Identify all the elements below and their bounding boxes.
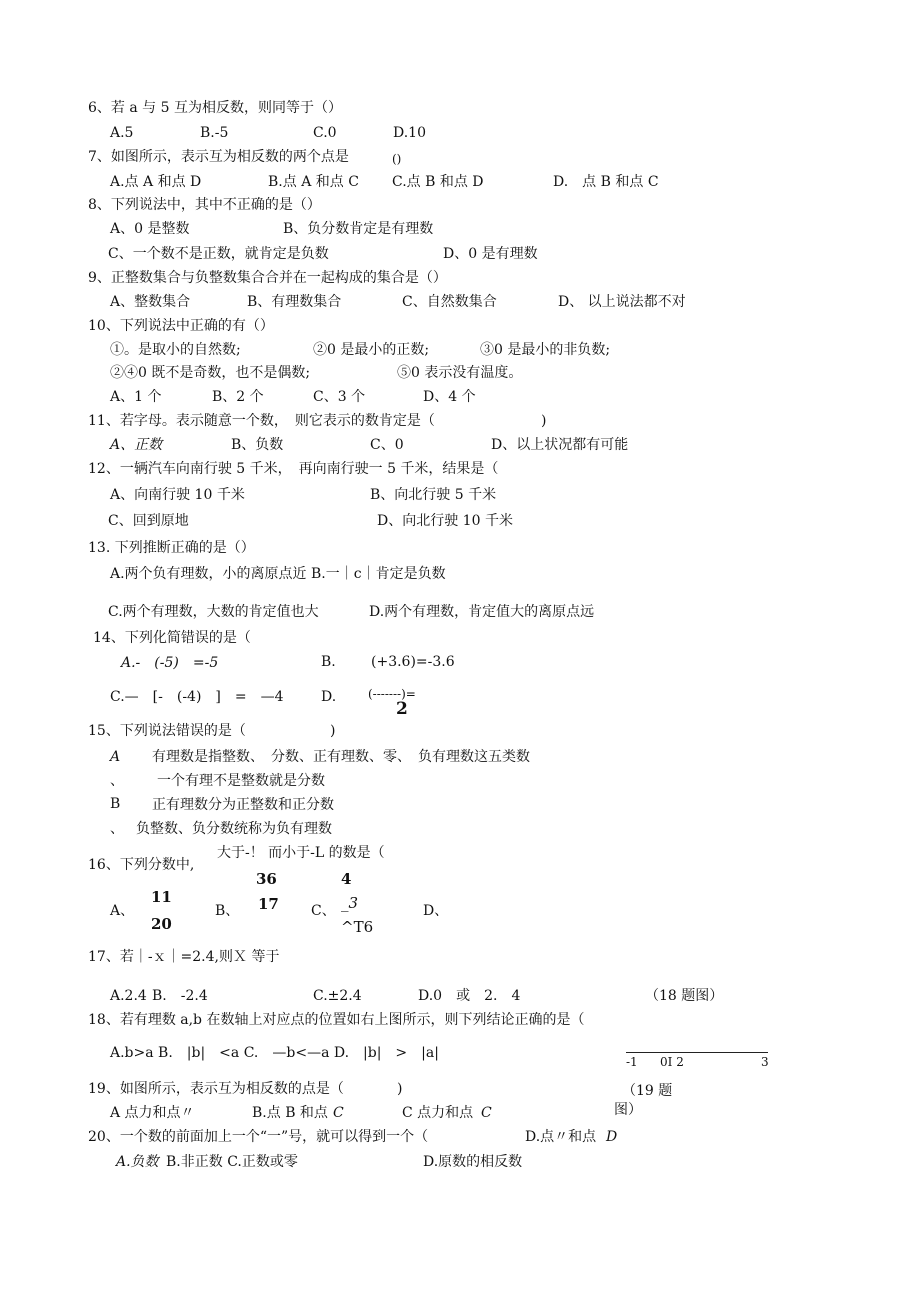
q17-option-a: A.2.4 (110, 988, 147, 1004)
q19-option-b: B.点 B 和点 (252, 1105, 328, 1121)
q10-stem: 10、下列说法中正确的有（） (88, 318, 274, 334)
q11-option-b: B、负数 (231, 437, 284, 453)
q9-stem: 9、正整数集合与负整数集合合并在一起构成的集合是（） (88, 270, 447, 286)
q11-option-a: A、正数 (110, 437, 163, 453)
q15-marker-2: 、 (110, 773, 124, 789)
q19-close-paren: ) (397, 1081, 403, 1097)
q19-figure-caption-line2: 图） (614, 1102, 642, 1118)
q15-marker-3: B (110, 796, 121, 812)
q16-option-d: D、 (423, 903, 449, 919)
q15-statement-4: 负整数、负分数统称为负有理数 (136, 821, 332, 837)
q19-option-c: C 点力和点 (402, 1105, 474, 1121)
q13-option-d: D.两个有理数，肯定值大的离原点远 (369, 604, 595, 620)
q14-option-b-expr: (+3.6)=-3.6 (371, 654, 455, 670)
q10-option-c: C、3 个 (313, 389, 366, 405)
q11-stem: 11、若字母。表示随意一个数， 则它表示的数肯定是（ (88, 413, 435, 429)
q20-stem: 20、一个数的前面加上一个“一”号，就可以得到一个（ (88, 1129, 429, 1145)
q7-option-c: C.点 B 和点 D (392, 174, 484, 190)
q19-option-d: D.点〃和点 (525, 1129, 597, 1145)
q10-statement-2: ②0 是最小的正数; (313, 342, 430, 358)
q10-statement-3: ③0 是最小的非负数; (480, 342, 611, 358)
q15-close-paren: ) (330, 723, 336, 739)
q19-option-a: A 点力和点〃 (110, 1105, 195, 1121)
q11-close-paren: ) (541, 413, 547, 429)
q15-statement-3: 正有理数分为正整数和正分数 (152, 797, 334, 813)
q17-option-d: D.0 或 2. 4 (418, 988, 521, 1004)
q10-statement-1: ①。是取小的自然数; (110, 342, 241, 358)
q14-option-c: C.— [- (-4) ] = —4 (110, 689, 284, 705)
q14-option-b: B. (321, 654, 336, 670)
q16-number-36: 36 (256, 870, 277, 888)
q14-option-d-expr: (-------)= (368, 687, 416, 701)
q12-option-b: B、向北行驶 5 千米 (370, 487, 497, 503)
q16-condition: 大于-！ 而小于-L 的数是（ (217, 845, 385, 861)
q10-option-a: A、1 个 (110, 389, 162, 405)
q12-option-c: C、回到原地 (108, 513, 189, 529)
q16-option-c-denominator: ^T6 (341, 918, 374, 936)
q19-option-b-letter: C (333, 1105, 344, 1121)
q16-stem: 16、下列分数中, (88, 857, 195, 873)
q13-option-ab: A.两个负有理数，小的离原点近 B.一｜c｜肯定是负数 (110, 566, 446, 582)
q17-option-c: C.±2.4 (313, 988, 362, 1004)
number-line-label-3: 3 (761, 1055, 769, 1069)
q13-stem-clip (88, 540, 288, 556)
q10-option-b: B、2 个 (212, 389, 264, 405)
q12-option-d: D、向北行驶 10 千米 (377, 513, 513, 529)
q16-option-a: A、 (110, 903, 135, 919)
q16-option-b: B、 (215, 903, 240, 919)
q19-stem: 19、如图所示，表示互为相反数的点是（ (88, 1081, 344, 1097)
q9-option-a: A、整数集合 (110, 294, 191, 310)
q16-number-20: 20 (151, 915, 172, 933)
q9-option-b: B、有理数集合 (247, 294, 342, 310)
q15-stem: 15、下列说法错误的是（ (88, 723, 246, 739)
number-line-label-neg1: -1 (626, 1055, 638, 1069)
q19-figure-caption-line1: （19 题 (622, 1083, 673, 1099)
q16-number-11: 11 (151, 888, 172, 906)
q8-option-d: D、0 是有理数 (443, 246, 538, 262)
q8-option-c: C、一个数不是正数，就肯定是负数 (108, 246, 329, 262)
q19-option-d-letter: D (606, 1129, 618, 1145)
q7-paren: () (392, 152, 402, 166)
q20-option-d: D.原数的相反数 (423, 1154, 523, 1170)
q14-stem: 14、下列化简错误的是（ (93, 630, 251, 646)
q9-option-d: D、 以上说法都不对 (558, 294, 686, 310)
q20-option-a: A.负数 (116, 1154, 159, 1170)
q7-option-d: D. 点 B 和点 C (553, 174, 659, 190)
q14-option-d: D. (321, 689, 337, 705)
q19-option-c-letter: C (481, 1105, 492, 1121)
q8-option-b: B、负分数肯定是有理数 (283, 221, 434, 237)
q18-options: A.b>a B. |b| <a C. —b<—a D. |b| > |a| (110, 1045, 439, 1061)
q12-stem: 12、一辆汽车向南行驶 5 千米， 再向南行驶一 5 千米，结果是（ (88, 461, 499, 477)
q6-option-b: B.-5 (200, 125, 229, 141)
q18-figure-caption: （18 题图） (645, 988, 724, 1004)
q7-stem: 7、如图所示，表示互为相反数的两个点是 (88, 149, 349, 165)
q10-option-d: D、4 个 (423, 389, 476, 405)
q17-stem: 17、若｜-ｘ｜=2.4,则Ｘ 等于 (88, 949, 280, 965)
q16-number-4: 4 (341, 870, 352, 888)
q16-option-c: C、 (311, 903, 336, 919)
q7-option-a: A.点 A 和点 D (110, 174, 202, 190)
q9-option-c: C、自然数集合 (402, 294, 497, 310)
q13-stem: 13. 下列推断正确的是（） (88, 540, 255, 556)
q10-statement-5: ⑤0 表示没有温度。 (397, 365, 523, 381)
q8-stem: 8、下列说法中，其中不正确的是（） (88, 197, 321, 213)
q14-option-a: A.- (-5) =-5 (121, 655, 219, 671)
q11-option-d: D、以上状况都有可能 (491, 437, 629, 453)
q15-statement-2: 一个有理不是整数就是分数 (157, 773, 325, 789)
q7-option-b: B.点 A 和点 C (268, 174, 359, 190)
q18-stem: 18、若有理数 a,b 在数轴上对应点的位置如右上图所示，则下列结论正确的是（ (88, 1012, 585, 1028)
q20-option-bc: B.非正数 C.正数或零 (166, 1154, 298, 1170)
q15-statement-1: 有理数是指整数、 分数、正有理数、零、 负有理数这五类数 (152, 749, 530, 765)
q17-option-b: B. -2.4 (152, 988, 208, 1004)
q10-statement-4: ②④0 既不是奇数，也不是偶数; (110, 365, 311, 381)
q14-option-d-denominator: 2 (396, 699, 408, 719)
q12-option-a: A、向南行驶 10 千米 (110, 487, 245, 503)
q6-option-d: D.10 (393, 125, 426, 141)
q13-option-c: C.两个有理数，大数的肯定值也大 (108, 604, 319, 620)
number-line (626, 1052, 768, 1053)
q16-number-17: 17 (258, 895, 279, 913)
q15-marker-1: A (110, 749, 121, 765)
q6-option-c: C.0 (313, 125, 337, 141)
q8-option-a: A、0 是整数 (110, 221, 190, 237)
q15-marker-4: 、 (110, 821, 124, 837)
q16-option-c-numerator: _3 (341, 894, 359, 912)
q11-option-c: C、0 (370, 437, 404, 453)
q6-option-a: A.5 (110, 125, 134, 141)
number-line-label-middle: 0I 2 (660, 1055, 684, 1069)
q6-stem: 6、若 a 与 5 互为相反数，则同等于（） (88, 100, 342, 116)
